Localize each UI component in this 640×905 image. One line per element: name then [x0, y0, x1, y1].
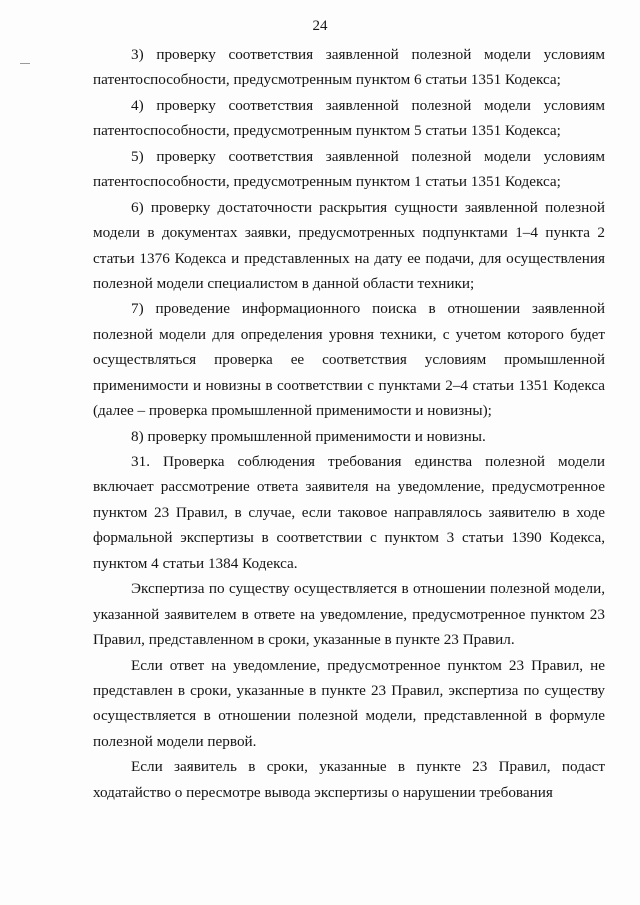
page-number: 24: [312, 18, 328, 34]
paragraph-item-4: 4) проверку соответствия заявленной полезной модели условиям патентоспособности, предусмотренным пунктом 5 статьи 1351 Кодекса;: [93, 96, 605, 140]
paragraph-item-6: 6) проверку достаточности раскрытия сущности заявленной полезной модели в документах заявки, предусмотренных подпунктами 1–4 пункта 2 статьи 1376 Кодекса и представленных на дату ее подачи, для осуществления полезной модели специалистом в данной области техники;: [93, 198, 605, 292]
paragraph-petition: Если заявитель в сроки, указанные в пункте 23 Правил, подаст ходатайство о пересмотре вывода экспертизы о нарушении требования: [93, 758, 605, 801]
paragraph-item-7: 7) проведение информационного поиска в отношении заявленной полезной модели для определения уровня техники, с учетом которого будет осуществляться проверка ее соответствия условиям промышленной применимости и новизны в соответствии с пунктами 2–4 статьи 1351 Кодекса (далее – проверка промышленной применимости и новизны);: [93, 300, 605, 420]
paragraph-item-3: 3) проверку соответствия заявленной полезной модели условиям патентоспособности, предусмотренным пунктом 6 статьи 1351 Кодекса;: [93, 46, 605, 89]
paragraph-clause-31: 31. Проверка соблюдения требования единства полезной модели включает рассмотрение ответа заявителя на уведомление, предусмотренное пунктом 23 Правил, в случае, если таковое направлялось заявителю в ходе формальной экспертизы в соответствии с пунктом 3 статьи 1390 Кодекса, пунктом 4 статьи 1384 Кодекса.: [93, 453, 605, 572]
paragraph-item-5: 5) проверку соответствия заявленной полезной модели условиям патентоспособности, предусмотренным пунктом 1 статьи 1351 Кодекса;: [93, 147, 605, 191]
scan-mark: [20, 63, 30, 64]
document-body: [93, 42, 605, 805]
paragraph-no-response: Если ответ на уведомление, предусмотренное пунктом 23 Правил, не представлен в сроки, указанные в пункте 23 Правил, экспертиза по существу осуществляется в отношении полезной модели, представленной в формуле полезной модели первой.: [93, 656, 605, 750]
paragraph-substantive-examination: Экспертиза по существу осуществляется в отношении полезной модели, указанной заявителем в ответе на уведомление, предусмотренное пунктом 23 Правил, представленном в сроки, указанные в пункте 23 Правил.: [93, 580, 605, 648]
paragraph-item-8: 8) проверку промышленной применимости и новизны.: [131, 427, 486, 445]
